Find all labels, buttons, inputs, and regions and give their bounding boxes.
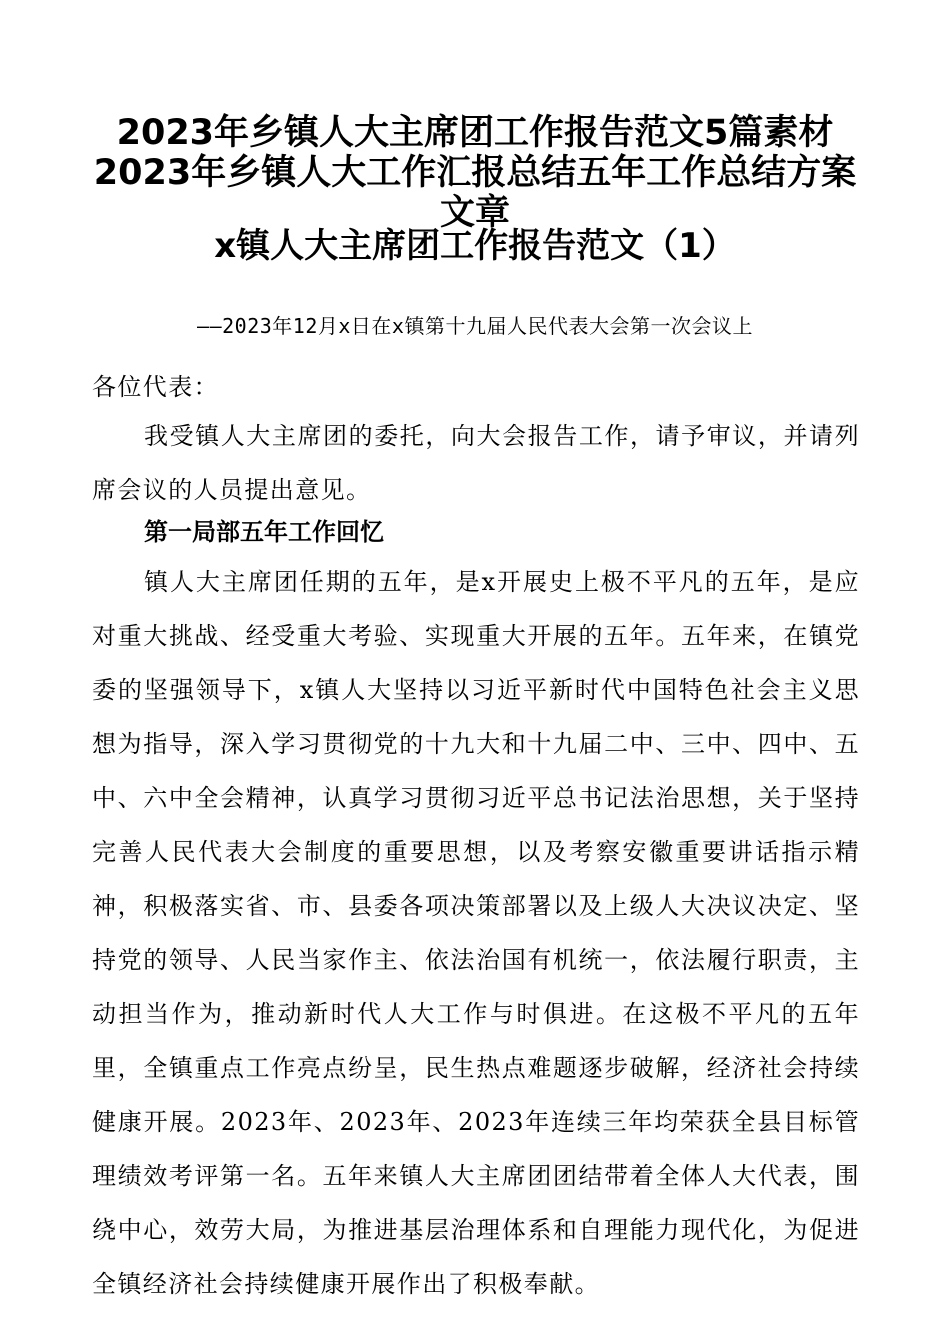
document-title-line-2: 2023年乡镇人大工作汇报总结五年工作总结方案 (93, 153, 857, 193)
salutation: 各位代表： (92, 373, 219, 401)
report-subtitle: x镇人大主席团工作报告范文（1） (214, 226, 736, 266)
document-title-line-3: 文章 (439, 193, 510, 233)
document-title-line-1: 2023年乡镇人大主席团工作报告范文5篇素材 (116, 113, 834, 153)
review-paragraph: 镇人大主席团任期的五年，是x开展史上极不平凡的五年，是应对重大挑战、经受重大考验、实现重大开展的五年。五年来，在镇党委的坚强领导下，x镇人大坚持以习近平新时代中国特色社会主义思想为指导，深入学习贯彻党的十九大和十九届二中、三中、四中、五中、六中全会精神，认真学习贯彻习近平总书记法治思想，关于坚持完善人民代表大会制度的重要思想，以及考察安徽重要讲话指示精神，积极落实省、市、县委各项决策部署以及上级人大决议决定、坚持党的领导、人民当家作主、依法治国有机统一，依法履行职责，主动担当作为，推动新时代人大工作与时俱进。在这极不平凡的五年里，全镇重点工作亮点纷呈，民生热点难题逐步破解，经济社会持续健康开展。2023年、2023年、2023年连续三年均荣获全县目标管理绩效考评第一名。五年来镇人大主席团团结带着全体人大代表，围绕中心，效劳大局，为推进基层治理体系和自理能力现代化，为促进全镇经济社会持续健康开展作出了积极奉献。 (92, 568, 860, 1298)
opening-paragraph: 我受镇人大主席团的委托，向大会报告工作，请予审议，并请列席会议的人员提出意见。 (92, 422, 860, 504)
meeting-dateline: ——2023年12月x日在x镇第十九届人民代表大会第一次会议上 (197, 314, 753, 338)
section-heading: 第一局部五年工作回忆 (144, 518, 384, 546)
